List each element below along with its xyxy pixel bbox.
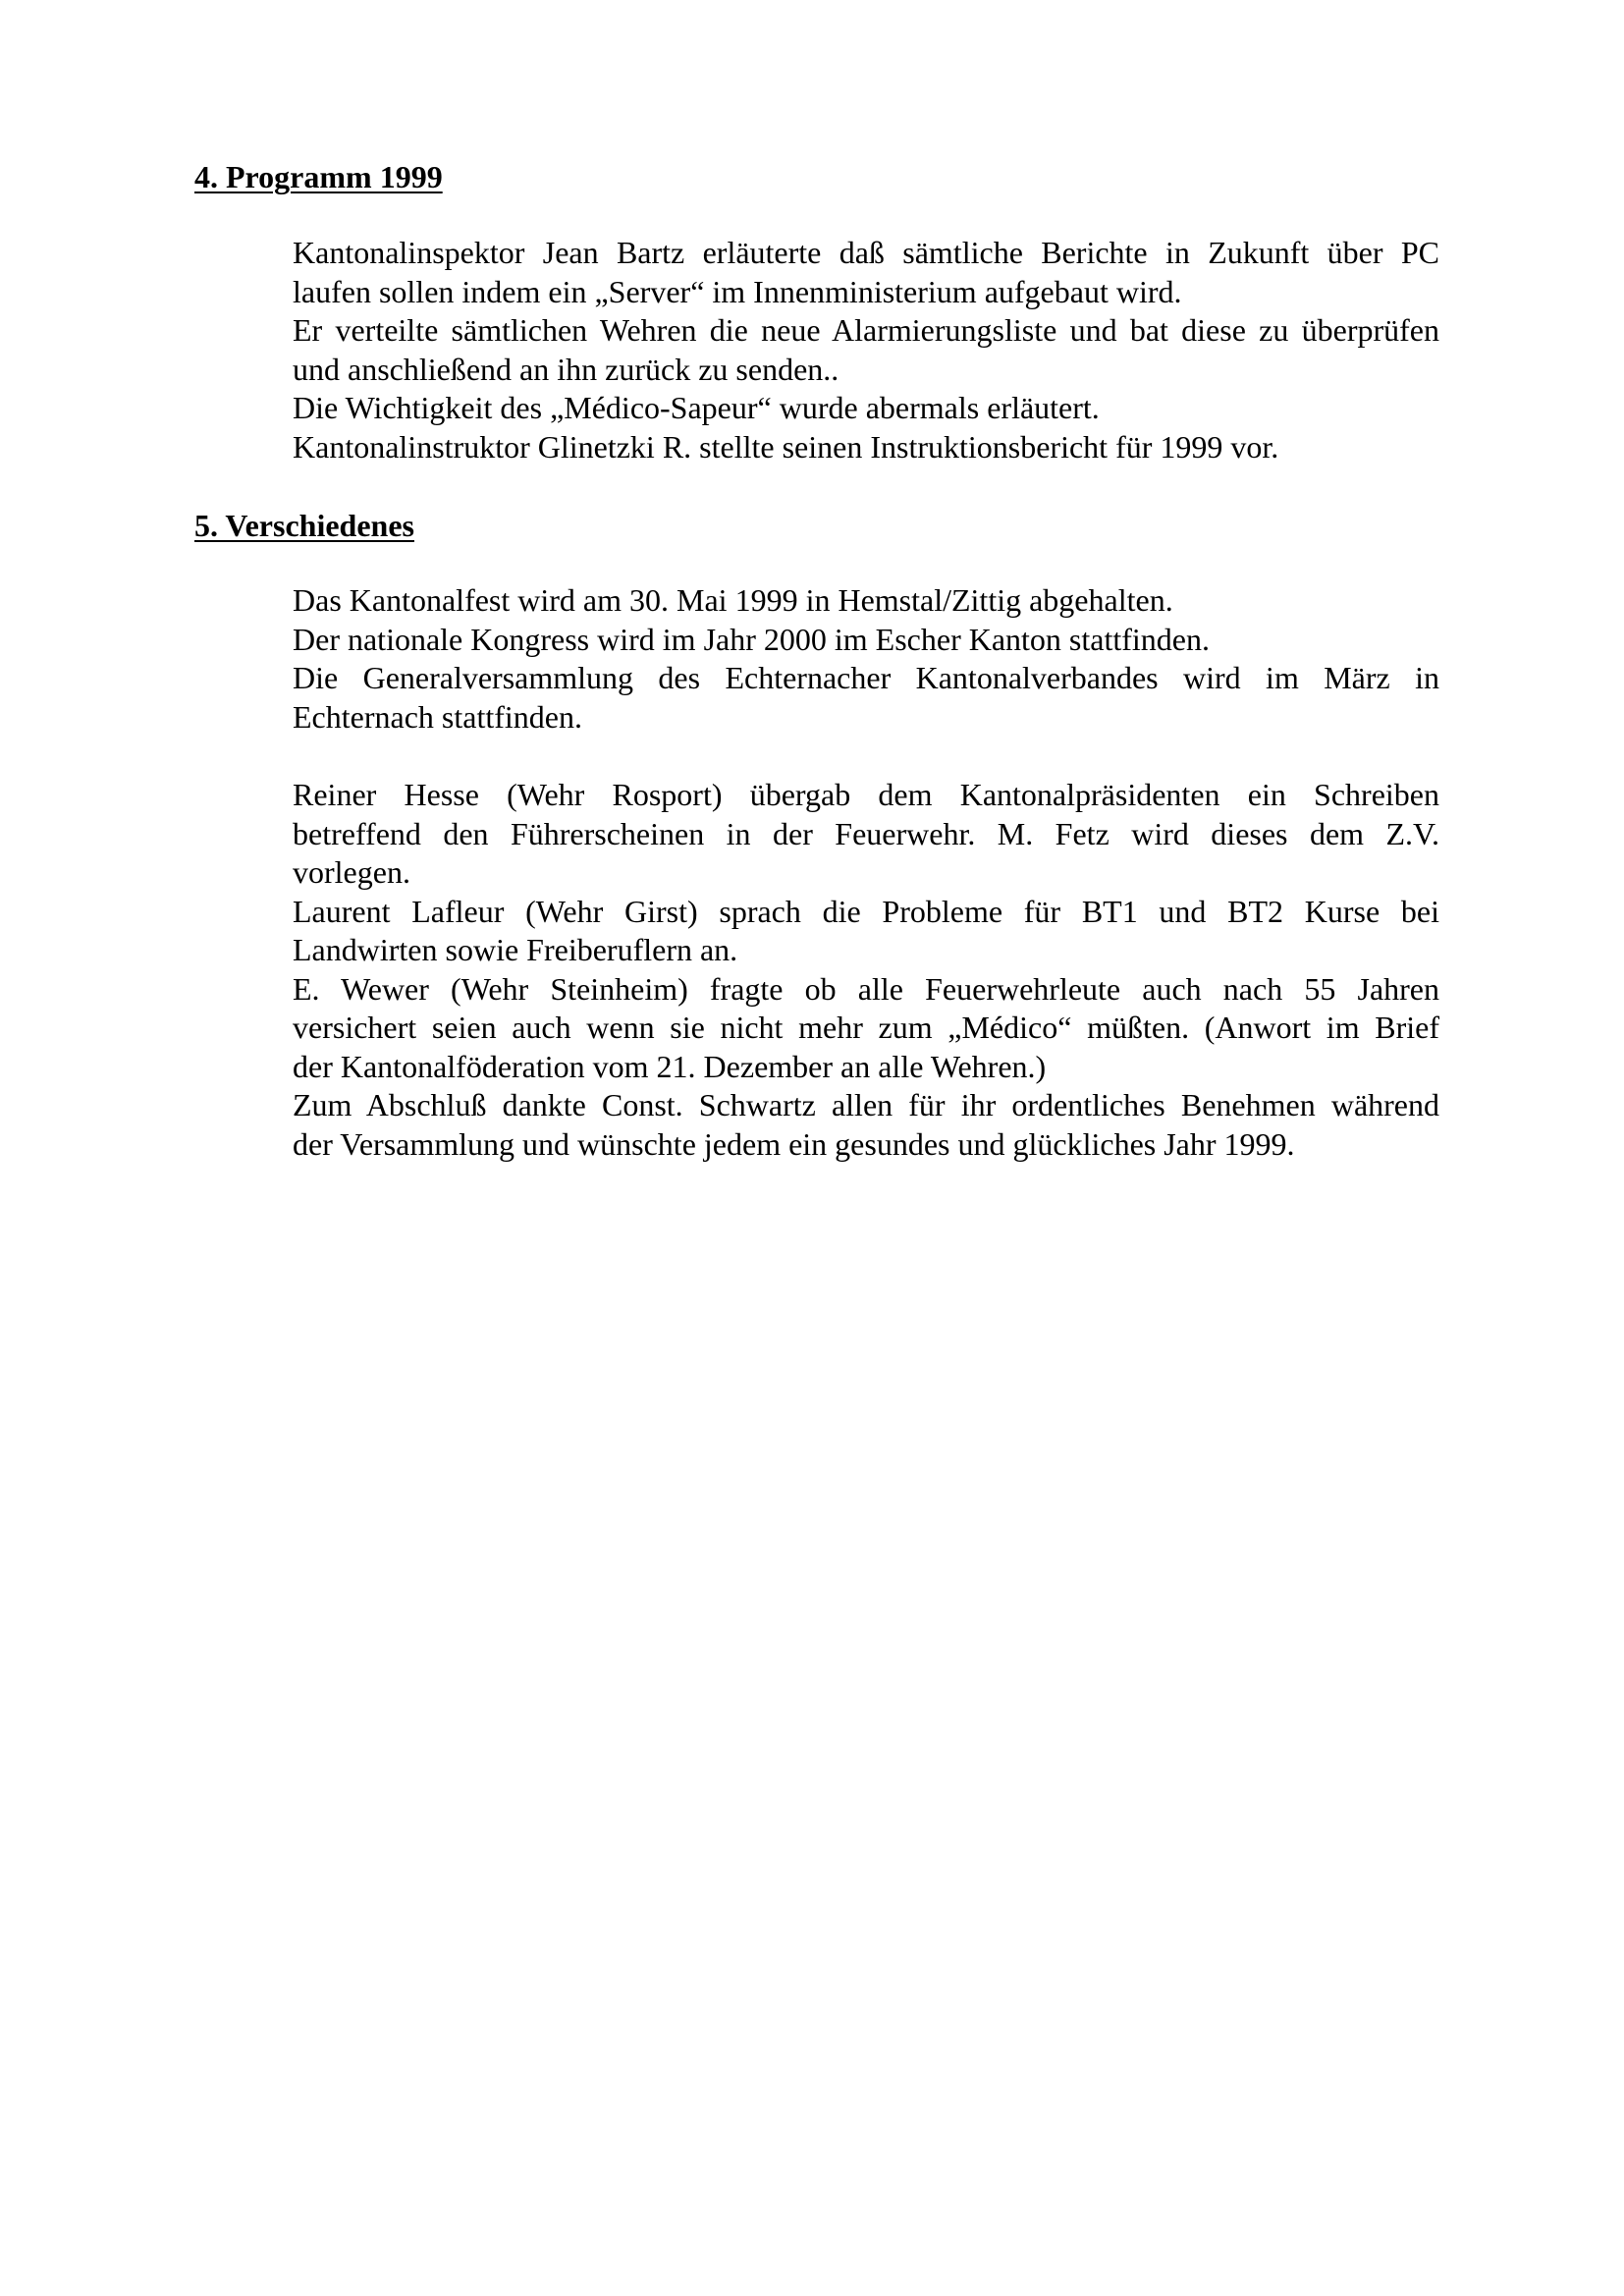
verschiedenes-paragraph-1 <box>293 581 1439 737</box>
text-line: Der nationale Kongress wird im Jahr 2000 im Escher Kanton stattfinden. <box>293 621 1210 657</box>
text-line: und anschließend an ihn zurück zu senden.. <box>293 351 839 387</box>
text-line: Laurent Lafleur (Wehr Girst) sprach die Probleme für BT1 und BT2 Kurse bei <box>293 893 1439 929</box>
text-line: Die Wichtigkeit des „Médico-Sapeur“ wurde abermals erläutert. <box>293 390 1100 425</box>
programm-paragraph <box>293 234 1439 466</box>
section-heading-verschiedenes: 5. Verschiedenes <box>194 508 414 543</box>
text-line: Er verteilte sämtlichen Wehren die neue Alarmierungsliste und bat diese zu überprüfen <box>293 312 1439 348</box>
text-line: Landwirten sowie Freiberuflern an. <box>293 932 738 967</box>
text-line: Echternach stattfinden. <box>293 698 582 735</box>
text-line: Reiner Hesse (Wehr Rosport) übergab dem Kantonalpräsidenten ein Schreiben <box>293 777 1439 812</box>
text-line: Kantonalinstruktor Glinetzki R. stellte seinen Instruktionsbericht für 1999 vor. <box>293 428 1279 465</box>
text-line: Die Generalversammlung des Echternacher Kantonalverbandes wird im März in <box>293 660 1439 695</box>
text-line: E. Wewer (Wehr Steinheim) fragte ob alle Feuerwehrleute auch nach 55 Jahren <box>293 970 1439 1007</box>
section-heading-programm: 4. Programm 1999 <box>194 159 443 194</box>
text-line: Zum Abschluß dankte Const. Schwartz allen für ihr ordentliches Benehmen während <box>293 1087 1439 1122</box>
text-line: Kantonalinspektor Jean Bartz erläuterte daß sämtliche Berichte in Zukunft über PC <box>293 235 1439 270</box>
text-line: der Versammlung und wünschte jedem ein gesundes und glückliches Jahr 1999. <box>293 1125 1295 1162</box>
verschiedenes-paragraph-2 <box>293 776 1439 1164</box>
text-line: betreffend den Führerscheinen in der Feuerwehr. M. Fetz wird dieses dem Z.V. <box>293 815 1439 851</box>
text-line: laufen sollen indem ein „Server“ im Innenministerium aufgebaut wird. <box>293 273 1182 309</box>
text-line: Das Kantonalfest wird am 30. Mai 1999 in Hemstal/Zittig abgehalten. <box>293 582 1173 618</box>
text-line: versichert seien auch wenn sie nicht mehr zum „Médico“ müßten. (Anwort im Brief <box>293 1010 1439 1045</box>
text-line: vorlegen. <box>293 854 410 890</box>
text-line: der Kantonalföderation vom 21. Dezember an alle Wehren.) <box>293 1048 1047 1084</box>
